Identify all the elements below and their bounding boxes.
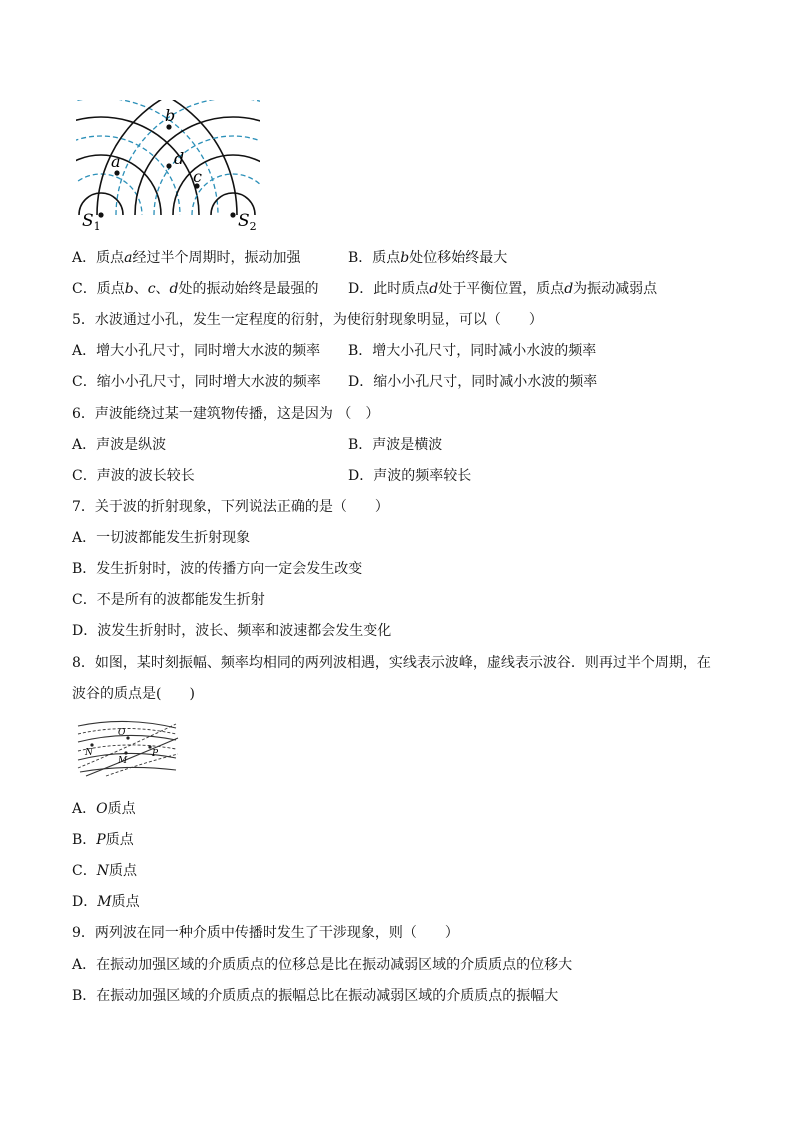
- q8-cross-2: [86, 738, 178, 776]
- q5-option-a: A．增大小孔尺寸，同时增大水波的频率: [72, 343, 321, 359]
- q9-option-b: B．在振动加强区域的介质质点的振幅总比在振动减弱区域的介质质点的振幅大: [72, 988, 559, 1004]
- q7-option-a: A．一切波都能发生折射现象: [72, 530, 251, 546]
- q4-option-d: D．此时质点d处于平衡位置，质点d为振动减弱点: [348, 281, 658, 297]
- interference-figure: [76, 100, 260, 232]
- q8-point-m: [124, 751, 127, 754]
- q4-option-b: B．质点b处位移始终最大: [348, 250, 508, 266]
- label-c: c: [193, 167, 202, 186]
- label-b: b: [165, 106, 176, 125]
- q8-option-b: B．P质点: [72, 832, 134, 848]
- label-a: a: [111, 152, 121, 171]
- q6-stem: 6．声波能绕过某一建筑物传播，这是因为 （ ）: [72, 406, 380, 422]
- point-a: [114, 170, 119, 175]
- q7-option-d: D．波发生折射时，波长、频率和波速都会发生变化: [72, 623, 392, 639]
- q8-label-o: O: [118, 728, 126, 738]
- s2-crest-2: [173, 155, 260, 215]
- q8-crest-1: [78, 721, 176, 728]
- label-s2: $S_2$: [238, 211, 257, 232]
- q6-option-b: B．声波是横波: [348, 437, 443, 453]
- source-s2: [230, 212, 235, 217]
- q9-option-a: A．在振动加强区域的介质质点的位移总是比在振动减弱区域的介质质点的位移大: [72, 957, 573, 973]
- q5-option-b: B．增大小孔尺寸，同时减小水波的频率: [348, 343, 597, 359]
- q5-option-c: C．缩小小孔尺寸，同时增大水波的频率: [72, 374, 321, 390]
- q6-option-d: D．声波的频率较长: [348, 468, 472, 484]
- q7-option-b: B．发生折射时，波的传播方向一定会发生改变: [72, 561, 363, 577]
- q5-stem: 5．水波通过小孔，发生一定程度的衍射，为使衍射现象明显，可以（ ）: [72, 312, 543, 328]
- q8-label-m: M: [118, 756, 128, 766]
- q4-option-a: A．质点a经过半个周期时，振动加强: [72, 250, 301, 266]
- q8-stem-line2: 波谷的质点是( ): [72, 686, 195, 702]
- q8-point-o: [126, 736, 129, 739]
- q8-point-n: [90, 743, 93, 746]
- q6-option-a: A．声波是纵波: [72, 437, 167, 453]
- label-s1: $S_1$: [82, 211, 101, 232]
- q7-option-c: C．不是所有的波都能发生折射: [72, 592, 265, 608]
- q8-option-c: C．N质点: [72, 863, 137, 879]
- q6-option-c: C．声波的波长较长: [72, 468, 195, 484]
- q8-figure: [76, 718, 180, 778]
- q9-stem: 9．两列波在同一种介质中传播时发生了干涉现象，则（ ）: [72, 925, 459, 941]
- point-d: [166, 163, 171, 168]
- q5-option-d: D．缩小小孔尺寸，同时减小水波的频率: [348, 374, 598, 390]
- q7-stem: 7．关于波的折射现象，下列说法正确的是（ ）: [72, 499, 389, 515]
- q8-option-a: A．O质点: [72, 801, 136, 817]
- q8-label-p: P: [152, 749, 159, 759]
- label-d: d: [174, 149, 185, 168]
- q8-option-d: D．M质点: [72, 894, 140, 910]
- source-s1: [98, 212, 103, 217]
- q8-label-n: N: [85, 748, 93, 758]
- point-b: [166, 124, 171, 129]
- q8-cross-3: [106, 754, 178, 776]
- q4-option-c: C．质点b、c、d处的振动始终是最强的: [72, 281, 319, 297]
- q8-stem-line1: 8．如图，某时刻振幅、频率均相同的两列波相遇，实线表示波峰，虚线表示波谷．则再过半个周期，在: [72, 655, 711, 671]
